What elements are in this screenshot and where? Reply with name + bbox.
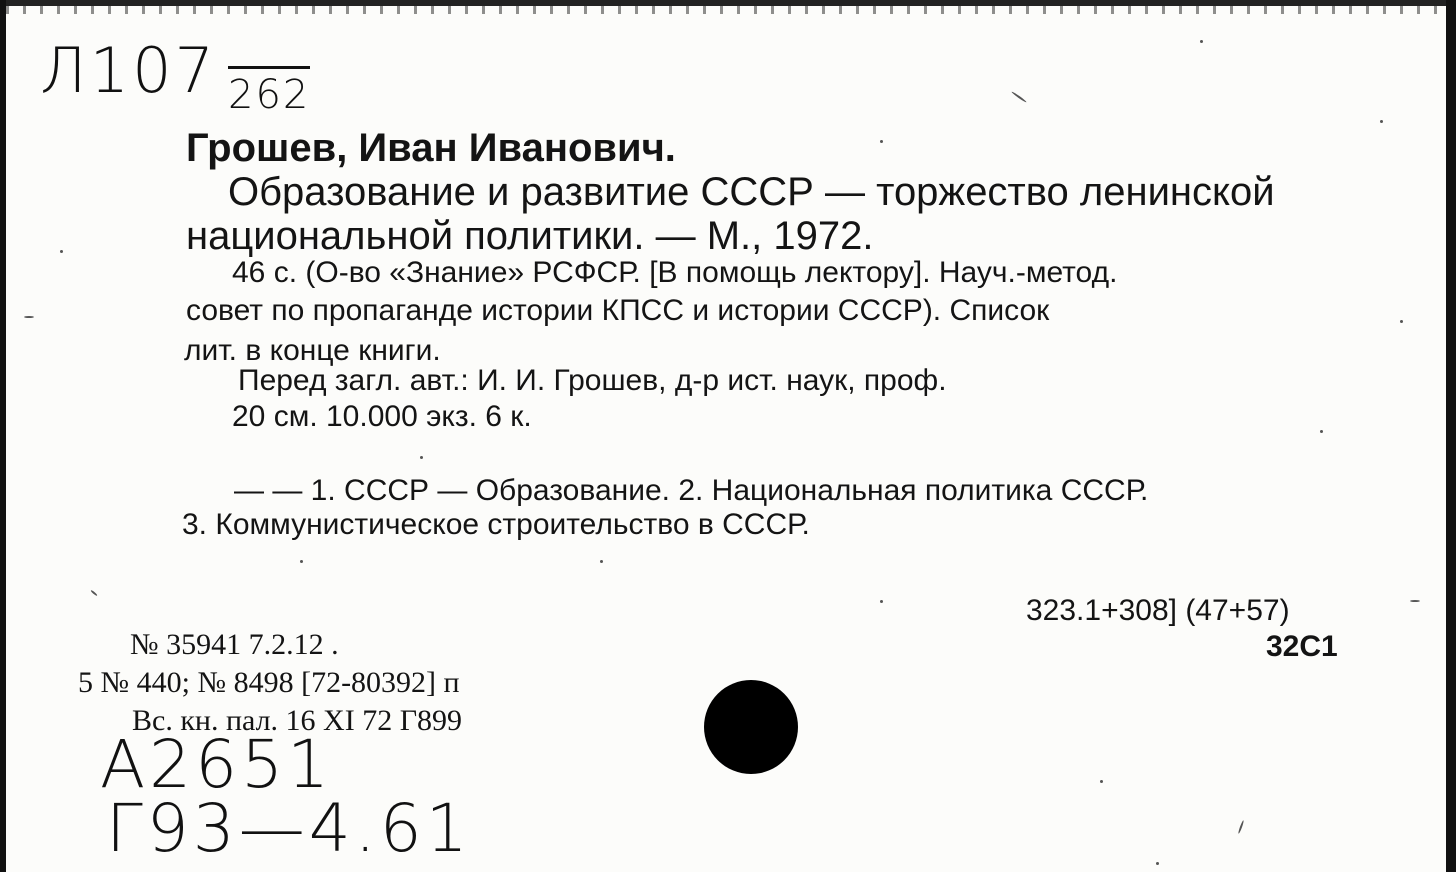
scan-speck xyxy=(1011,91,1027,103)
registry-line-1: № 35941 7.2.12 . xyxy=(130,628,339,661)
scan-speck xyxy=(600,560,603,563)
card-left-edge xyxy=(0,0,6,872)
scan-speck xyxy=(1400,320,1403,323)
subject-tracings-line-1: — — 1. СССР — Образование. 2. Национальная политика СССР. xyxy=(234,474,1149,507)
scan-speck xyxy=(1380,120,1383,123)
card-right-edge xyxy=(1446,0,1456,872)
title-line-1: Образование и развитие СССР — торжество ленинской xyxy=(228,170,1275,214)
shelf-mark-sub: 262 xyxy=(228,66,310,115)
author-sign: 32С1 xyxy=(1266,630,1338,663)
scan-speck xyxy=(420,456,423,459)
scan-speck xyxy=(1238,820,1245,834)
inventory-number: А2651 xyxy=(100,726,334,803)
subject-tracings-line-2: 3. Коммунистическое строительство в СССР. xyxy=(182,508,810,541)
collation-line-2: совет по пропаганде истории КПСС и истории СССР). Список xyxy=(186,294,1050,327)
call-number: Г93—4.61 xyxy=(106,790,472,867)
registry-line-3: Вс. кн. пал. 16 XI 72 Г899 xyxy=(132,704,463,737)
card-punch-hole xyxy=(704,680,798,774)
size-and-price: 20 см. 10.000 экз. 6 к. xyxy=(232,400,532,433)
card-top-perforation xyxy=(6,6,1446,14)
author-note: Перед загл. авт.: И. И. Грошев, д-р ист. наук, проф. xyxy=(238,364,947,397)
registry-line-2: 5 № 440; № 8498 [72-80392] п xyxy=(78,666,460,699)
scan-speck xyxy=(1200,40,1203,43)
collation-line-1: 46 с. (О-во «Знание» РСФСР. [В помощь лектору]. Науч.-метод. xyxy=(232,256,1118,289)
classification-number: 323.1+308] (47+57) xyxy=(1026,594,1290,627)
scan-speck xyxy=(60,250,63,253)
scan-speck xyxy=(1100,780,1103,783)
scan-speck xyxy=(24,316,34,318)
scan-speck xyxy=(880,600,883,603)
collation-line-3: лит. в конце книги. xyxy=(184,334,441,367)
scan-speck xyxy=(880,140,883,143)
scan-speck xyxy=(1320,430,1323,433)
author-heading: Грошев, Иван Иванович. xyxy=(186,126,676,170)
scan-speck xyxy=(300,560,303,563)
shelf-mark: Л107 xyxy=(40,34,217,107)
scan-speck xyxy=(90,590,97,597)
scan-speck xyxy=(1410,600,1420,602)
scan-speck xyxy=(1156,862,1159,865)
title-line-2: национальной политики. — М., 1972. xyxy=(186,214,874,258)
